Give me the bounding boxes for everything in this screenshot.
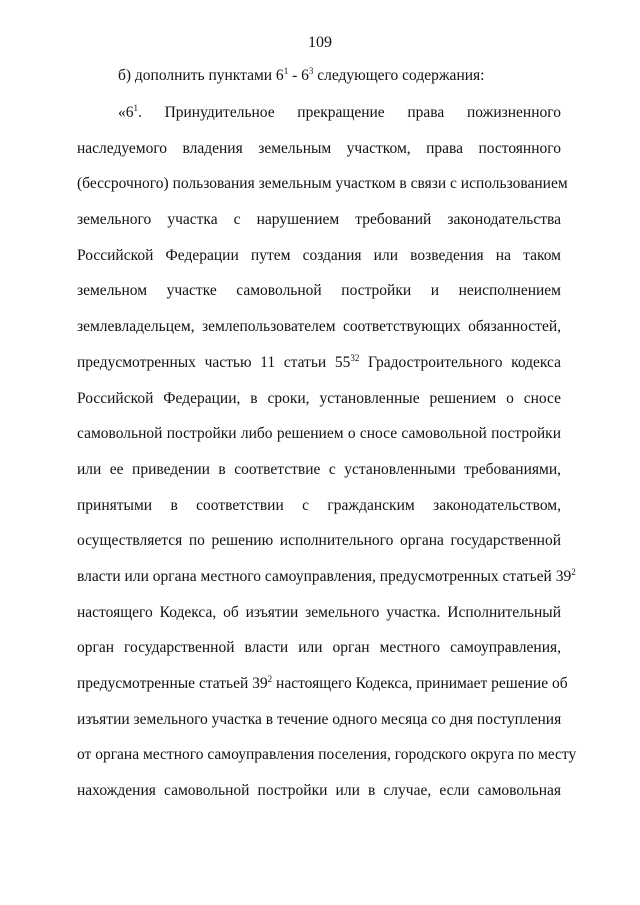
intro-sup-3: 3 <box>308 66 314 76</box>
page-number: 109 <box>308 34 332 51</box>
paragraph-line-text: настоящего Кодекса, принимает решение об <box>272 675 568 692</box>
paragraph-line <box>77 566 576 602</box>
intro-line <box>118 67 568 85</box>
paragraph-line-text: Градостроительного кодекса <box>359 353 561 371</box>
paragraph-line <box>77 673 568 709</box>
paragraph-line: осуществляется по решению исполнительного органа государственной <box>77 532 561 550</box>
paragraph-line-text: предусмотренных частью 11 статьи 55 <box>77 353 351 371</box>
paragraph-line: настоящего Кодекса, об изъятии земельного участка. Исполнительный <box>77 603 561 621</box>
paragraph-line: или ее приведении в соответствие с установленными требованиями, <box>77 460 561 478</box>
paragraph-body <box>77 102 577 816</box>
paragraph-line-text: предусмотренные статьей 39 <box>77 675 268 692</box>
paragraph-line: изъятии земельного участка в течение одного месяца со дня поступления <box>77 710 562 728</box>
paragraph-line-content <box>77 673 568 695</box>
paragraph-line-content <box>118 102 561 124</box>
paragraph-line <box>77 102 561 138</box>
paragraph-line: самовольной постройки либо решением о сносе самовольной постройки <box>77 425 561 443</box>
paragraph-line: (бессрочного) пользования земельным участком в связи с использованием <box>77 175 568 193</box>
paragraph-line-content <box>77 566 576 588</box>
paragraph-line-text: . Принудительное прекращение права пожизненного <box>138 104 561 121</box>
paragraph-line: земельного участка с нарушением требований законодательства <box>77 211 561 229</box>
intro-prefix: б) дополнить пунктами 6 <box>118 67 284 84</box>
paragraph-line-content <box>77 352 561 374</box>
article-sup: 2 <box>267 674 273 684</box>
intro-middle: - 6 <box>288 67 309 84</box>
paragraph-line: от органа местного самоуправления поселения, городского округа по месту <box>77 746 577 764</box>
article-sup: 32 <box>350 352 360 363</box>
paragraph-line <box>77 352 561 388</box>
paragraph-line: Российской Федерации, в сроки, установленные решением о сносе <box>77 389 561 407</box>
paragraph-line: наследуемого владения земельным участком, права постоянного <box>77 139 561 157</box>
intro-sup-1: 1 <box>283 66 289 76</box>
item-number: «6 <box>118 104 134 121</box>
paragraph-line: земельном участке самовольной постройки и неисполнением <box>77 282 561 300</box>
intro-suffix: следующего содержания: <box>313 67 485 84</box>
article-sup: 2 <box>571 566 576 577</box>
paragraph-line: нахождения самовольной постройки или в случае, если самовольная <box>77 782 561 800</box>
paragraph-line: землевладельцем, землепользователем соответствующих обязанностей, <box>77 318 561 336</box>
paragraph-line: орган государственной власти или орган местного самоуправления, <box>77 639 561 657</box>
paragraph-line: Российской Федерации путем создания или возведения на таком <box>77 246 561 264</box>
paragraph-line-text: власти или органа местного самоуправления, предусмотренных статьей 39 <box>77 567 572 585</box>
paragraph-line: принятыми в соответствии с гражданским законодательством, <box>77 496 561 514</box>
item-number-sup: 1 <box>133 103 138 113</box>
